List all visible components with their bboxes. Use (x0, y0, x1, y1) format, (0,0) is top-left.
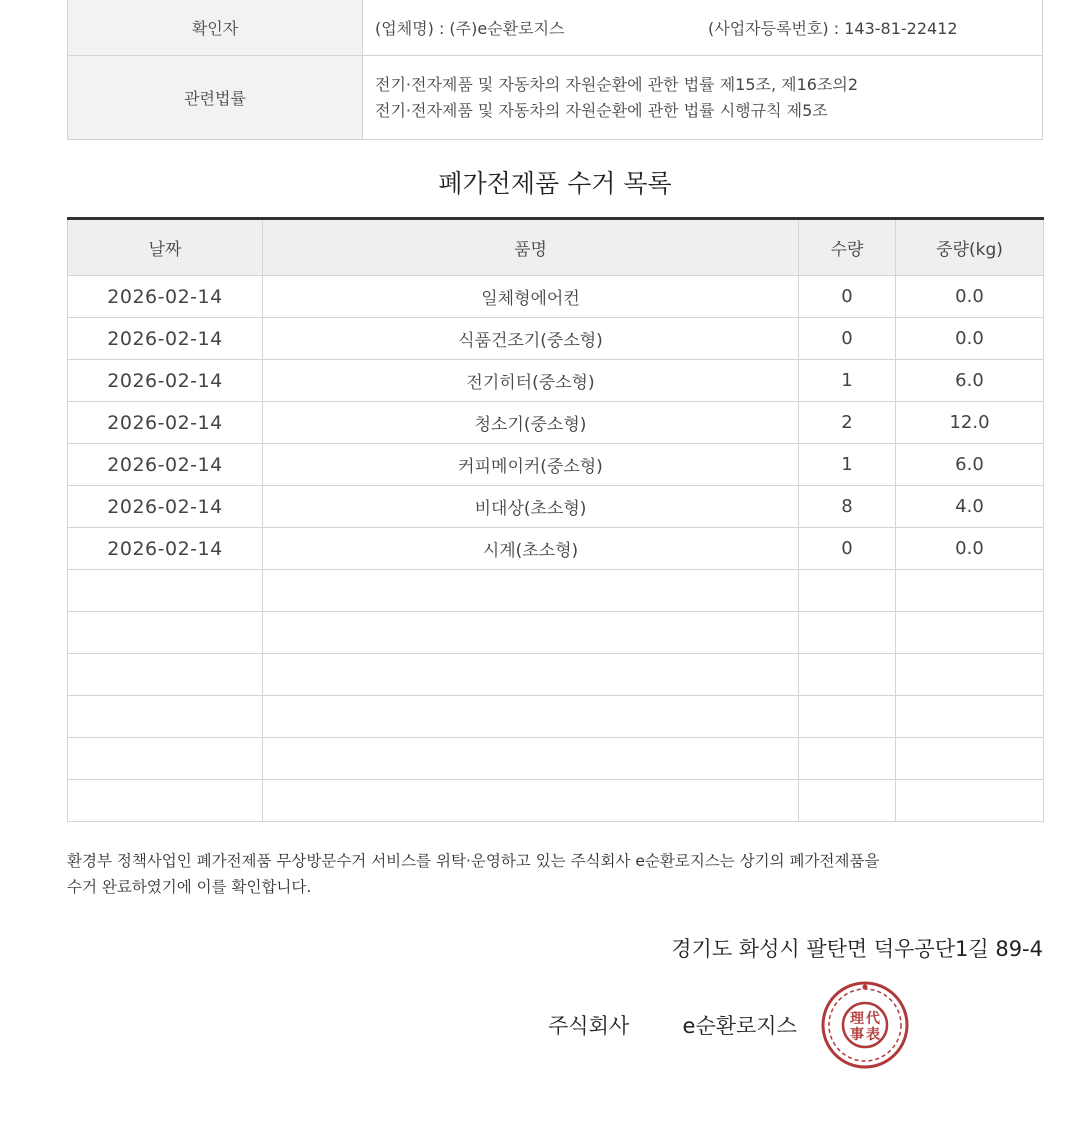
header-weight: 중량(kg) (896, 219, 1044, 276)
cell-quantity (799, 654, 896, 696)
company-address: 경기도 화성시 팔탄면 덕우공단1길 89-4 (671, 937, 1043, 961)
cell-quantity: 2 (799, 402, 896, 444)
company-name-text: (업체명) : (주)e순환로지스 (375, 19, 565, 38)
cell-date: 2026-02-14 (68, 402, 263, 444)
company-signature (548, 1010, 797, 1040)
company-seal-icon (820, 980, 910, 1070)
cell-date: 2026-02-14 (68, 486, 263, 528)
cell-item: 커피메이커(중소형) (263, 444, 799, 486)
cell-quantity (799, 612, 896, 654)
cell-item: 청소기(중소형) (263, 402, 799, 444)
cell-date (68, 612, 263, 654)
cell-quantity (799, 780, 896, 822)
table-row (68, 318, 1044, 360)
cell-quantity (799, 738, 896, 780)
cell-date: 2026-02-14 (68, 360, 263, 402)
cell-item: 시계(초소형) (263, 528, 799, 570)
cell-item (263, 780, 799, 822)
cell-weight (896, 780, 1044, 822)
svg-text:事: 事 (850, 1027, 864, 1043)
law-line: 전기·전자제품 및 자동차의 자원순환에 관한 법률 시행규칙 제5조 (375, 100, 828, 120)
info-table (67, 0, 1043, 140)
table-row (68, 444, 1044, 486)
cell-item: 식품건조기(중소형) (263, 318, 799, 360)
law-row (68, 56, 1043, 140)
table-row (68, 486, 1044, 528)
cell-date (68, 738, 263, 780)
cell-weight: 6.0 (896, 360, 1044, 402)
table-row (68, 780, 1044, 822)
cell-item (263, 696, 799, 738)
notice-line: 환경부 정책사업인 폐가전제품 무상방문수거 서비스를 위탁·운영하고 있는 주식회사 e순환로지스는 상기의 폐가전제품을 (67, 852, 880, 870)
cell-item (263, 570, 799, 612)
cell-item: 전기히터(중소형) (263, 360, 799, 402)
confirmer-label: 확인자 (68, 0, 363, 56)
confirmer-value (363, 0, 1043, 56)
cell-item (263, 654, 799, 696)
header-quantity: 수량 (799, 219, 896, 276)
table-row (68, 654, 1044, 696)
cell-date (68, 654, 263, 696)
law-line: 전기·전자제품 및 자동차의 자원순환에 관한 법률 제15조, 제16조의2 (375, 74, 859, 94)
header-date: 날짜 (68, 219, 263, 276)
cell-quantity (799, 696, 896, 738)
table-row (68, 696, 1044, 738)
table-row (68, 570, 1044, 612)
list-body (68, 276, 1044, 822)
notice-line: 수거 완료하였기에 이를 확인합니다. (67, 878, 312, 896)
cell-date (68, 780, 263, 822)
cell-weight: 6.0 (896, 444, 1044, 486)
confirmer-row (68, 0, 1043, 56)
cell-quantity: 1 (799, 360, 896, 402)
cell-date (68, 570, 263, 612)
law-value (363, 56, 1043, 140)
cell-quantity: 1 (799, 444, 896, 486)
cell-date: 2026-02-14 (68, 276, 263, 318)
cell-weight: 4.0 (896, 486, 1044, 528)
cell-quantity: 8 (799, 486, 896, 528)
confirmation-notice (67, 848, 1043, 900)
header-item: 품명 (263, 219, 799, 276)
table-row (68, 360, 1044, 402)
cell-date: 2026-02-14 (68, 318, 263, 360)
list-title: 폐가전제품 수거 목록 (438, 169, 672, 198)
cell-weight (896, 696, 1044, 738)
svg-text:表: 表 (866, 1027, 880, 1043)
company-name: e순환로지스 (682, 1014, 797, 1038)
cell-item: 비대상(초소형) (263, 486, 799, 528)
table-row (68, 402, 1044, 444)
cell-date: 2026-02-14 (68, 528, 263, 570)
cell-weight: 0.0 (896, 276, 1044, 318)
registration-number-text: (사업자등록번호) : 143-81-22412 (708, 19, 958, 38)
cell-date: 2026-02-14 (68, 444, 263, 486)
table-row (68, 612, 1044, 654)
document (67, 0, 1043, 963)
law-label: 관련법률 (68, 56, 363, 140)
cell-quantity (799, 570, 896, 612)
table-row (68, 276, 1044, 318)
cell-weight: 12.0 (896, 402, 1044, 444)
cell-weight (896, 654, 1044, 696)
cell-item (263, 738, 799, 780)
cell-weight (896, 738, 1044, 780)
cell-date (68, 696, 263, 738)
table-row (68, 738, 1044, 780)
cell-quantity: 0 (799, 528, 896, 570)
svg-text:理: 理 (850, 1011, 864, 1027)
cell-item: 일체형에어컨 (263, 276, 799, 318)
company-type: 주식회사 (548, 1014, 630, 1038)
cell-item (263, 612, 799, 654)
cell-weight (896, 612, 1044, 654)
header-row (68, 219, 1044, 276)
svg-text:代: 代 (866, 1011, 880, 1027)
table-row (68, 528, 1044, 570)
collection-list-table (67, 217, 1044, 822)
cell-quantity: 0 (799, 276, 896, 318)
cell-weight: 0.0 (896, 528, 1044, 570)
cell-weight: 0.0 (896, 318, 1044, 360)
cell-weight (896, 570, 1044, 612)
cell-quantity: 0 (799, 318, 896, 360)
